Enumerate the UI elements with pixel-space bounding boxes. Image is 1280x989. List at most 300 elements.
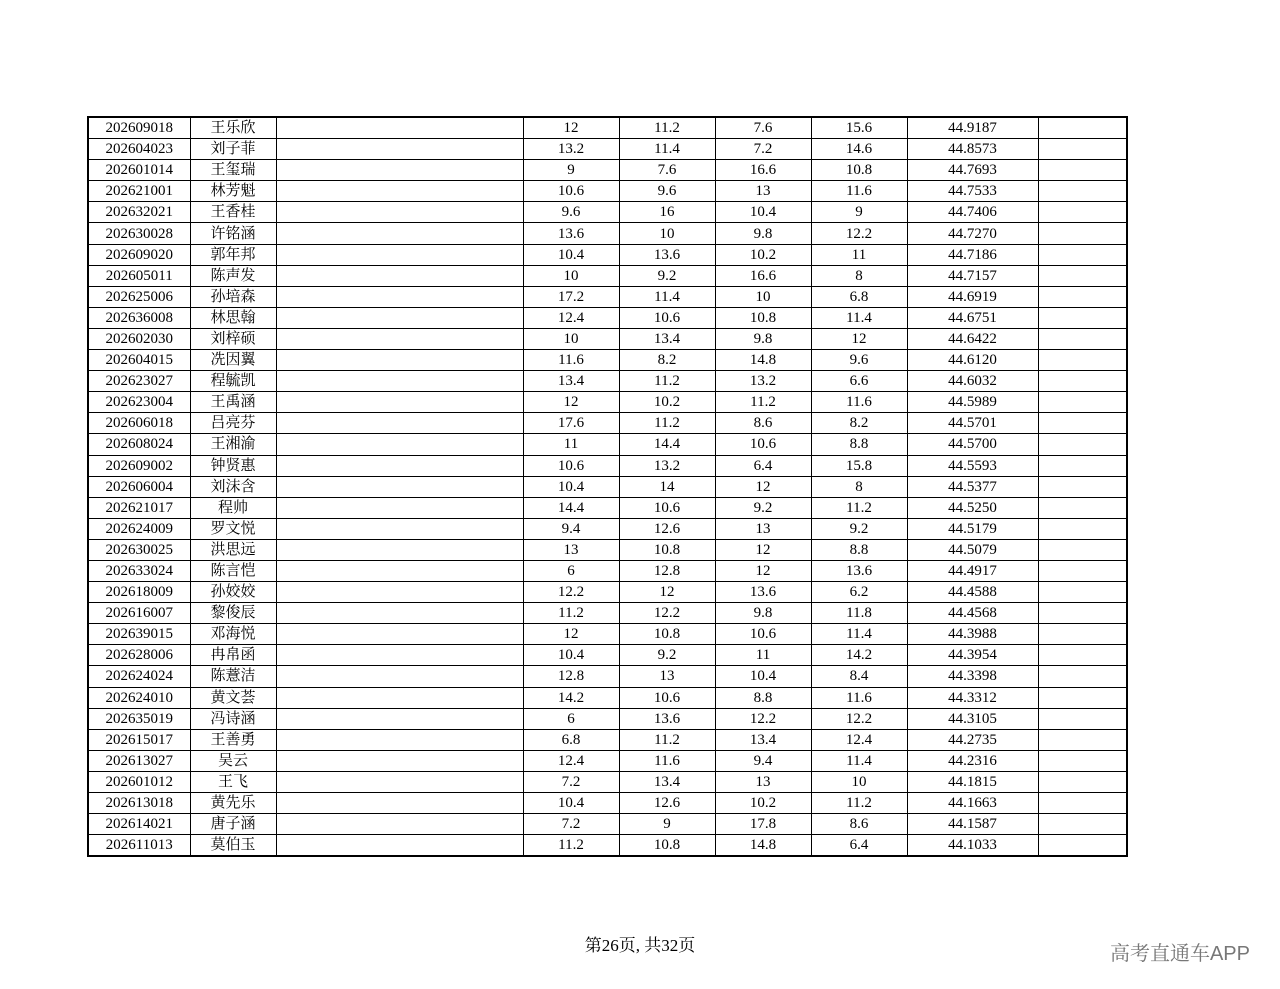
total-cell: 44.3954 <box>907 645 1038 666</box>
score-2-cell: 11.2 <box>619 729 715 750</box>
score-1-cell: 11.2 <box>523 603 619 624</box>
name-cell: 王湘渝 <box>190 434 276 455</box>
score-3-cell: 10.6 <box>715 434 811 455</box>
total-cell: 44.1033 <box>907 835 1038 857</box>
score-4-cell: 13.6 <box>811 560 907 581</box>
empty-cell <box>1038 202 1127 223</box>
score-3-cell: 16.6 <box>715 265 811 286</box>
total-cell: 44.5250 <box>907 497 1038 518</box>
table-row <box>88 814 1127 835</box>
exam-id-cell: 202616007 <box>88 603 190 624</box>
exam-id-cell: 202613027 <box>88 750 190 771</box>
name-cell: 冉帛函 <box>190 645 276 666</box>
table-row <box>88 371 1127 392</box>
empty-cell <box>1038 117 1127 139</box>
blank-cell <box>276 666 523 687</box>
blank-cell <box>276 687 523 708</box>
exam-id-cell: 202632021 <box>88 202 190 223</box>
score-1-cell: 9 <box>523 160 619 181</box>
table-row <box>88 771 1127 792</box>
score-1-cell: 12 <box>523 392 619 413</box>
exam-id-cell: 202613018 <box>88 793 190 814</box>
exam-id-cell: 202624024 <box>88 666 190 687</box>
name-cell: 王玺瑞 <box>190 160 276 181</box>
name-cell: 王香桂 <box>190 202 276 223</box>
table-row <box>88 729 1127 750</box>
score-1-cell: 7.2 <box>523 814 619 835</box>
empty-cell <box>1038 814 1127 835</box>
total-cell: 44.7533 <box>907 181 1038 202</box>
total-cell: 44.5593 <box>907 455 1038 476</box>
blank-cell <box>276 582 523 603</box>
score-4-cell: 12.2 <box>811 708 907 729</box>
empty-cell <box>1038 350 1127 371</box>
total-cell: 44.2316 <box>907 750 1038 771</box>
table-row <box>88 687 1127 708</box>
score-3-cell: 10 <box>715 286 811 307</box>
total-cell: 44.6422 <box>907 328 1038 349</box>
empty-cell <box>1038 793 1127 814</box>
score-3-cell: 10.2 <box>715 793 811 814</box>
total-cell: 44.6751 <box>907 307 1038 328</box>
empty-cell <box>1038 244 1127 265</box>
empty-cell <box>1038 286 1127 307</box>
score-2-cell: 12.8 <box>619 560 715 581</box>
empty-cell <box>1038 687 1127 708</box>
name-cell: 刘梓硕 <box>190 328 276 349</box>
blank-cell <box>276 835 523 857</box>
exam-id-cell: 202609018 <box>88 117 190 139</box>
score-1-cell: 13.4 <box>523 371 619 392</box>
blank-cell <box>276 518 523 539</box>
exam-id-cell: 202625006 <box>88 286 190 307</box>
total-cell: 44.6919 <box>907 286 1038 307</box>
name-cell: 刘子菲 <box>190 139 276 160</box>
score-1-cell: 13.6 <box>523 223 619 244</box>
score-1-cell: 17.6 <box>523 413 619 434</box>
blank-cell <box>276 624 523 645</box>
empty-cell <box>1038 771 1127 792</box>
score-2-cell: 9.2 <box>619 645 715 666</box>
score-1-cell: 13 <box>523 539 619 560</box>
empty-cell <box>1038 645 1127 666</box>
score-2-cell: 13.4 <box>619 771 715 792</box>
table-row <box>88 603 1127 624</box>
total-cell: 44.3988 <box>907 624 1038 645</box>
score-4-cell: 9.6 <box>811 350 907 371</box>
score-4-cell: 8.8 <box>811 434 907 455</box>
total-cell: 44.5989 <box>907 392 1038 413</box>
exam-id-cell: 202621017 <box>88 497 190 518</box>
score-3-cell: 14.8 <box>715 350 811 371</box>
table-row <box>88 666 1127 687</box>
empty-cell <box>1038 371 1127 392</box>
table-row <box>88 223 1127 244</box>
score-4-cell: 12.2 <box>811 223 907 244</box>
score-1-cell: 12.4 <box>523 307 619 328</box>
score-2-cell: 9.2 <box>619 265 715 286</box>
score-1-cell: 9.4 <box>523 518 619 539</box>
table-row <box>88 286 1127 307</box>
score-3-cell: 7.2 <box>715 139 811 160</box>
blank-cell <box>276 750 523 771</box>
blank-cell <box>276 434 523 455</box>
empty-cell <box>1038 518 1127 539</box>
score-3-cell: 13.2 <box>715 371 811 392</box>
empty-cell <box>1038 139 1127 160</box>
exam-id-cell: 202604023 <box>88 139 190 160</box>
blank-cell <box>276 223 523 244</box>
score-2-cell: 13.2 <box>619 455 715 476</box>
total-cell: 44.4568 <box>907 603 1038 624</box>
exam-id-cell: 202630025 <box>88 539 190 560</box>
score-3-cell: 12 <box>715 476 811 497</box>
score-4-cell: 11.6 <box>811 392 907 413</box>
empty-cell <box>1038 223 1127 244</box>
exam-id-cell: 202623004 <box>88 392 190 413</box>
score-4-cell: 12.4 <box>811 729 907 750</box>
score-1-cell: 12.4 <box>523 750 619 771</box>
table-row <box>88 413 1127 434</box>
exam-id-cell: 202604015 <box>88 350 190 371</box>
score-1-cell: 9.6 <box>523 202 619 223</box>
total-cell: 44.8573 <box>907 139 1038 160</box>
name-cell: 孙姣姣 <box>190 582 276 603</box>
score-table <box>87 116 1128 857</box>
score-2-cell: 11.2 <box>619 413 715 434</box>
score-4-cell: 6.2 <box>811 582 907 603</box>
score-2-cell: 10.6 <box>619 687 715 708</box>
blank-cell <box>276 350 523 371</box>
score-1-cell: 10.6 <box>523 455 619 476</box>
total-cell: 44.3105 <box>907 708 1038 729</box>
name-cell: 王善勇 <box>190 729 276 750</box>
score-3-cell: 17.8 <box>715 814 811 835</box>
table-row <box>88 645 1127 666</box>
exam-id-cell: 202606004 <box>88 476 190 497</box>
table-row <box>88 793 1127 814</box>
score-3-cell: 6.4 <box>715 455 811 476</box>
score-4-cell: 11.4 <box>811 750 907 771</box>
score-2-cell: 10.6 <box>619 307 715 328</box>
empty-cell <box>1038 181 1127 202</box>
name-cell: 钟贤惠 <box>190 455 276 476</box>
table-row <box>88 160 1127 181</box>
score-4-cell: 11.4 <box>811 307 907 328</box>
empty-cell <box>1038 835 1127 857</box>
empty-cell <box>1038 455 1127 476</box>
score-3-cell: 11 <box>715 645 811 666</box>
total-cell: 44.5079 <box>907 539 1038 560</box>
score-1-cell: 14.2 <box>523 687 619 708</box>
score-4-cell: 6.6 <box>811 371 907 392</box>
table-row <box>88 708 1127 729</box>
table-row <box>88 455 1127 476</box>
score-2-cell: 9.6 <box>619 181 715 202</box>
blank-cell <box>276 117 523 139</box>
score-3-cell: 8.8 <box>715 687 811 708</box>
score-4-cell: 11.2 <box>811 793 907 814</box>
name-cell: 陈声发 <box>190 265 276 286</box>
name-cell: 黄先乐 <box>190 793 276 814</box>
score-1-cell: 10 <box>523 265 619 286</box>
blank-cell <box>276 539 523 560</box>
name-cell: 陈薏洁 <box>190 666 276 687</box>
page-number: 第26页, 共32页 <box>584 936 696 955</box>
blank-cell <box>276 139 523 160</box>
total-cell: 44.5377 <box>907 476 1038 497</box>
score-4-cell: 11.4 <box>811 624 907 645</box>
name-cell: 冯诗涵 <box>190 708 276 729</box>
score-2-cell: 12 <box>619 582 715 603</box>
total-cell: 44.1663 <box>907 793 1038 814</box>
score-4-cell: 10 <box>811 771 907 792</box>
score-2-cell: 10.6 <box>619 497 715 518</box>
blank-cell <box>276 793 523 814</box>
score-3-cell: 9.8 <box>715 603 811 624</box>
table-row <box>88 117 1127 139</box>
score-2-cell: 10 <box>619 223 715 244</box>
blank-cell <box>276 645 523 666</box>
score-2-cell: 12.6 <box>619 518 715 539</box>
score-1-cell: 12 <box>523 117 619 139</box>
score-3-cell: 8.6 <box>715 413 811 434</box>
name-cell: 林思翰 <box>190 307 276 328</box>
empty-cell <box>1038 539 1127 560</box>
name-cell: 罗文悦 <box>190 518 276 539</box>
exam-id-cell: 202614021 <box>88 814 190 835</box>
total-cell: 44.4588 <box>907 582 1038 603</box>
exam-id-cell: 202602030 <box>88 328 190 349</box>
score-2-cell: 13.6 <box>619 708 715 729</box>
blank-cell <box>276 286 523 307</box>
score-3-cell: 7.6 <box>715 117 811 139</box>
empty-cell <box>1038 307 1127 328</box>
score-4-cell: 9.2 <box>811 518 907 539</box>
table-row <box>88 392 1127 413</box>
score-4-cell: 11.8 <box>811 603 907 624</box>
name-cell: 冼因翼 <box>190 350 276 371</box>
blank-cell <box>276 392 523 413</box>
exam-id-cell: 202611013 <box>88 835 190 857</box>
exam-id-cell: 202624010 <box>88 687 190 708</box>
name-cell: 许铭涵 <box>190 223 276 244</box>
score-4-cell: 15.6 <box>811 117 907 139</box>
score-3-cell: 9.8 <box>715 328 811 349</box>
score-4-cell: 8.8 <box>811 539 907 560</box>
score-1-cell: 6.8 <box>523 729 619 750</box>
name-cell: 陈言恺 <box>190 560 276 581</box>
score-3-cell: 13.4 <box>715 729 811 750</box>
score-2-cell: 11.4 <box>619 139 715 160</box>
empty-cell <box>1038 560 1127 581</box>
score-1-cell: 12.8 <box>523 666 619 687</box>
blank-cell <box>276 771 523 792</box>
score-2-cell: 12.6 <box>619 793 715 814</box>
score-1-cell: 17.2 <box>523 286 619 307</box>
blank-cell <box>276 497 523 518</box>
score-2-cell: 7.6 <box>619 160 715 181</box>
score-2-cell: 16 <box>619 202 715 223</box>
score-2-cell: 9 <box>619 814 715 835</box>
exam-id-cell: 202636008 <box>88 307 190 328</box>
score-2-cell: 11.4 <box>619 286 715 307</box>
total-cell: 44.4917 <box>907 560 1038 581</box>
score-3-cell: 9.2 <box>715 497 811 518</box>
total-cell: 44.3312 <box>907 687 1038 708</box>
score-1-cell: 14.4 <box>523 497 619 518</box>
total-cell: 44.6120 <box>907 350 1038 371</box>
score-1-cell: 10.6 <box>523 181 619 202</box>
exam-id-cell: 202605011 <box>88 265 190 286</box>
score-3-cell: 16.6 <box>715 160 811 181</box>
table-row <box>88 750 1127 771</box>
score-3-cell: 10.4 <box>715 666 811 687</box>
score-3-cell: 9.8 <box>715 223 811 244</box>
name-cell: 吴云 <box>190 750 276 771</box>
exam-id-cell: 202621001 <box>88 181 190 202</box>
table-row <box>88 624 1127 645</box>
exam-id-cell: 202624009 <box>88 518 190 539</box>
table-row <box>88 518 1127 539</box>
score-2-cell: 10.8 <box>619 835 715 857</box>
score-2-cell: 10.8 <box>619 539 715 560</box>
score-3-cell: 12 <box>715 560 811 581</box>
score-2-cell: 8.2 <box>619 350 715 371</box>
score-4-cell: 14.6 <box>811 139 907 160</box>
blank-cell <box>276 708 523 729</box>
blank-cell <box>276 328 523 349</box>
exam-id-cell: 202639015 <box>88 624 190 645</box>
empty-cell <box>1038 603 1127 624</box>
table-row <box>88 328 1127 349</box>
total-cell: 44.7693 <box>907 160 1038 181</box>
score-2-cell: 12.2 <box>619 603 715 624</box>
empty-cell <box>1038 413 1127 434</box>
score-2-cell: 11.2 <box>619 117 715 139</box>
name-cell: 洪思远 <box>190 539 276 560</box>
table-row <box>88 350 1127 371</box>
exam-id-cell: 202601012 <box>88 771 190 792</box>
score-4-cell: 8 <box>811 265 907 286</box>
blank-cell <box>276 371 523 392</box>
total-cell: 44.6032 <box>907 371 1038 392</box>
empty-cell <box>1038 434 1127 455</box>
exam-id-cell: 202601014 <box>88 160 190 181</box>
name-cell: 程帅 <box>190 497 276 518</box>
blank-cell <box>276 455 523 476</box>
blank-cell <box>276 413 523 434</box>
score-3-cell: 14.8 <box>715 835 811 857</box>
score-1-cell: 12 <box>523 624 619 645</box>
blank-cell <box>276 476 523 497</box>
name-cell: 王禹涵 <box>190 392 276 413</box>
score-1-cell: 10 <box>523 328 619 349</box>
score-3-cell: 13 <box>715 181 811 202</box>
exam-id-cell: 202623027 <box>88 371 190 392</box>
name-cell: 邓海悦 <box>190 624 276 645</box>
score-1-cell: 7.2 <box>523 771 619 792</box>
empty-cell <box>1038 624 1127 645</box>
table-row <box>88 181 1127 202</box>
score-1-cell: 11.2 <box>523 835 619 857</box>
score-1-cell: 6 <box>523 560 619 581</box>
score-4-cell: 6.8 <box>811 286 907 307</box>
blank-cell <box>276 181 523 202</box>
score-3-cell: 10.4 <box>715 202 811 223</box>
score-2-cell: 10.8 <box>619 624 715 645</box>
score-3-cell: 10.6 <box>715 624 811 645</box>
score-3-cell: 12.2 <box>715 708 811 729</box>
score-1-cell: 10.4 <box>523 793 619 814</box>
total-cell: 44.1815 <box>907 771 1038 792</box>
total-cell: 44.7186 <box>907 244 1038 265</box>
total-cell: 44.9187 <box>907 117 1038 139</box>
score-2-cell: 13 <box>619 666 715 687</box>
empty-cell <box>1038 750 1127 771</box>
empty-cell <box>1038 729 1127 750</box>
total-cell: 44.5701 <box>907 413 1038 434</box>
empty-cell <box>1038 160 1127 181</box>
table-row <box>88 476 1127 497</box>
exam-id-cell: 202609020 <box>88 244 190 265</box>
score-1-cell: 6 <box>523 708 619 729</box>
empty-cell <box>1038 392 1127 413</box>
name-cell: 王飞 <box>190 771 276 792</box>
empty-cell <box>1038 265 1127 286</box>
table-row <box>88 497 1127 518</box>
table-row <box>88 835 1127 857</box>
name-cell: 吕亮芬 <box>190 413 276 434</box>
score-3-cell: 13 <box>715 771 811 792</box>
blank-cell <box>276 160 523 181</box>
name-cell: 林芳魁 <box>190 181 276 202</box>
total-cell: 44.7406 <box>907 202 1038 223</box>
score-3-cell: 10.8 <box>715 307 811 328</box>
total-cell: 44.5179 <box>907 518 1038 539</box>
score-2-cell: 11.2 <box>619 371 715 392</box>
score-2-cell: 13.6 <box>619 244 715 265</box>
score-3-cell: 12 <box>715 539 811 560</box>
name-cell: 郭年邦 <box>190 244 276 265</box>
exam-id-cell: 202608024 <box>88 434 190 455</box>
total-cell: 44.2735 <box>907 729 1038 750</box>
exam-id-cell: 202633024 <box>88 560 190 581</box>
total-cell: 44.7157 <box>907 265 1038 286</box>
name-cell: 孙培森 <box>190 286 276 307</box>
watermark: 高考直通车APP <box>1109 943 1250 965</box>
total-cell: 44.3398 <box>907 666 1038 687</box>
score-2-cell: 10.2 <box>619 392 715 413</box>
table-body <box>88 117 1127 856</box>
score-4-cell: 9 <box>811 202 907 223</box>
score-1-cell: 11.6 <box>523 350 619 371</box>
blank-cell <box>276 729 523 750</box>
score-4-cell: 15.8 <box>811 455 907 476</box>
score-1-cell: 13.2 <box>523 139 619 160</box>
score-4-cell: 12 <box>811 328 907 349</box>
empty-cell <box>1038 666 1127 687</box>
exam-id-cell: 202628006 <box>88 645 190 666</box>
score-4-cell: 11.6 <box>811 181 907 202</box>
blank-cell <box>276 814 523 835</box>
blank-cell <box>276 307 523 328</box>
table-row <box>88 539 1127 560</box>
score-3-cell: 13 <box>715 518 811 539</box>
blank-cell <box>276 603 523 624</box>
score-1-cell: 12.2 <box>523 582 619 603</box>
score-2-cell: 14 <box>619 476 715 497</box>
